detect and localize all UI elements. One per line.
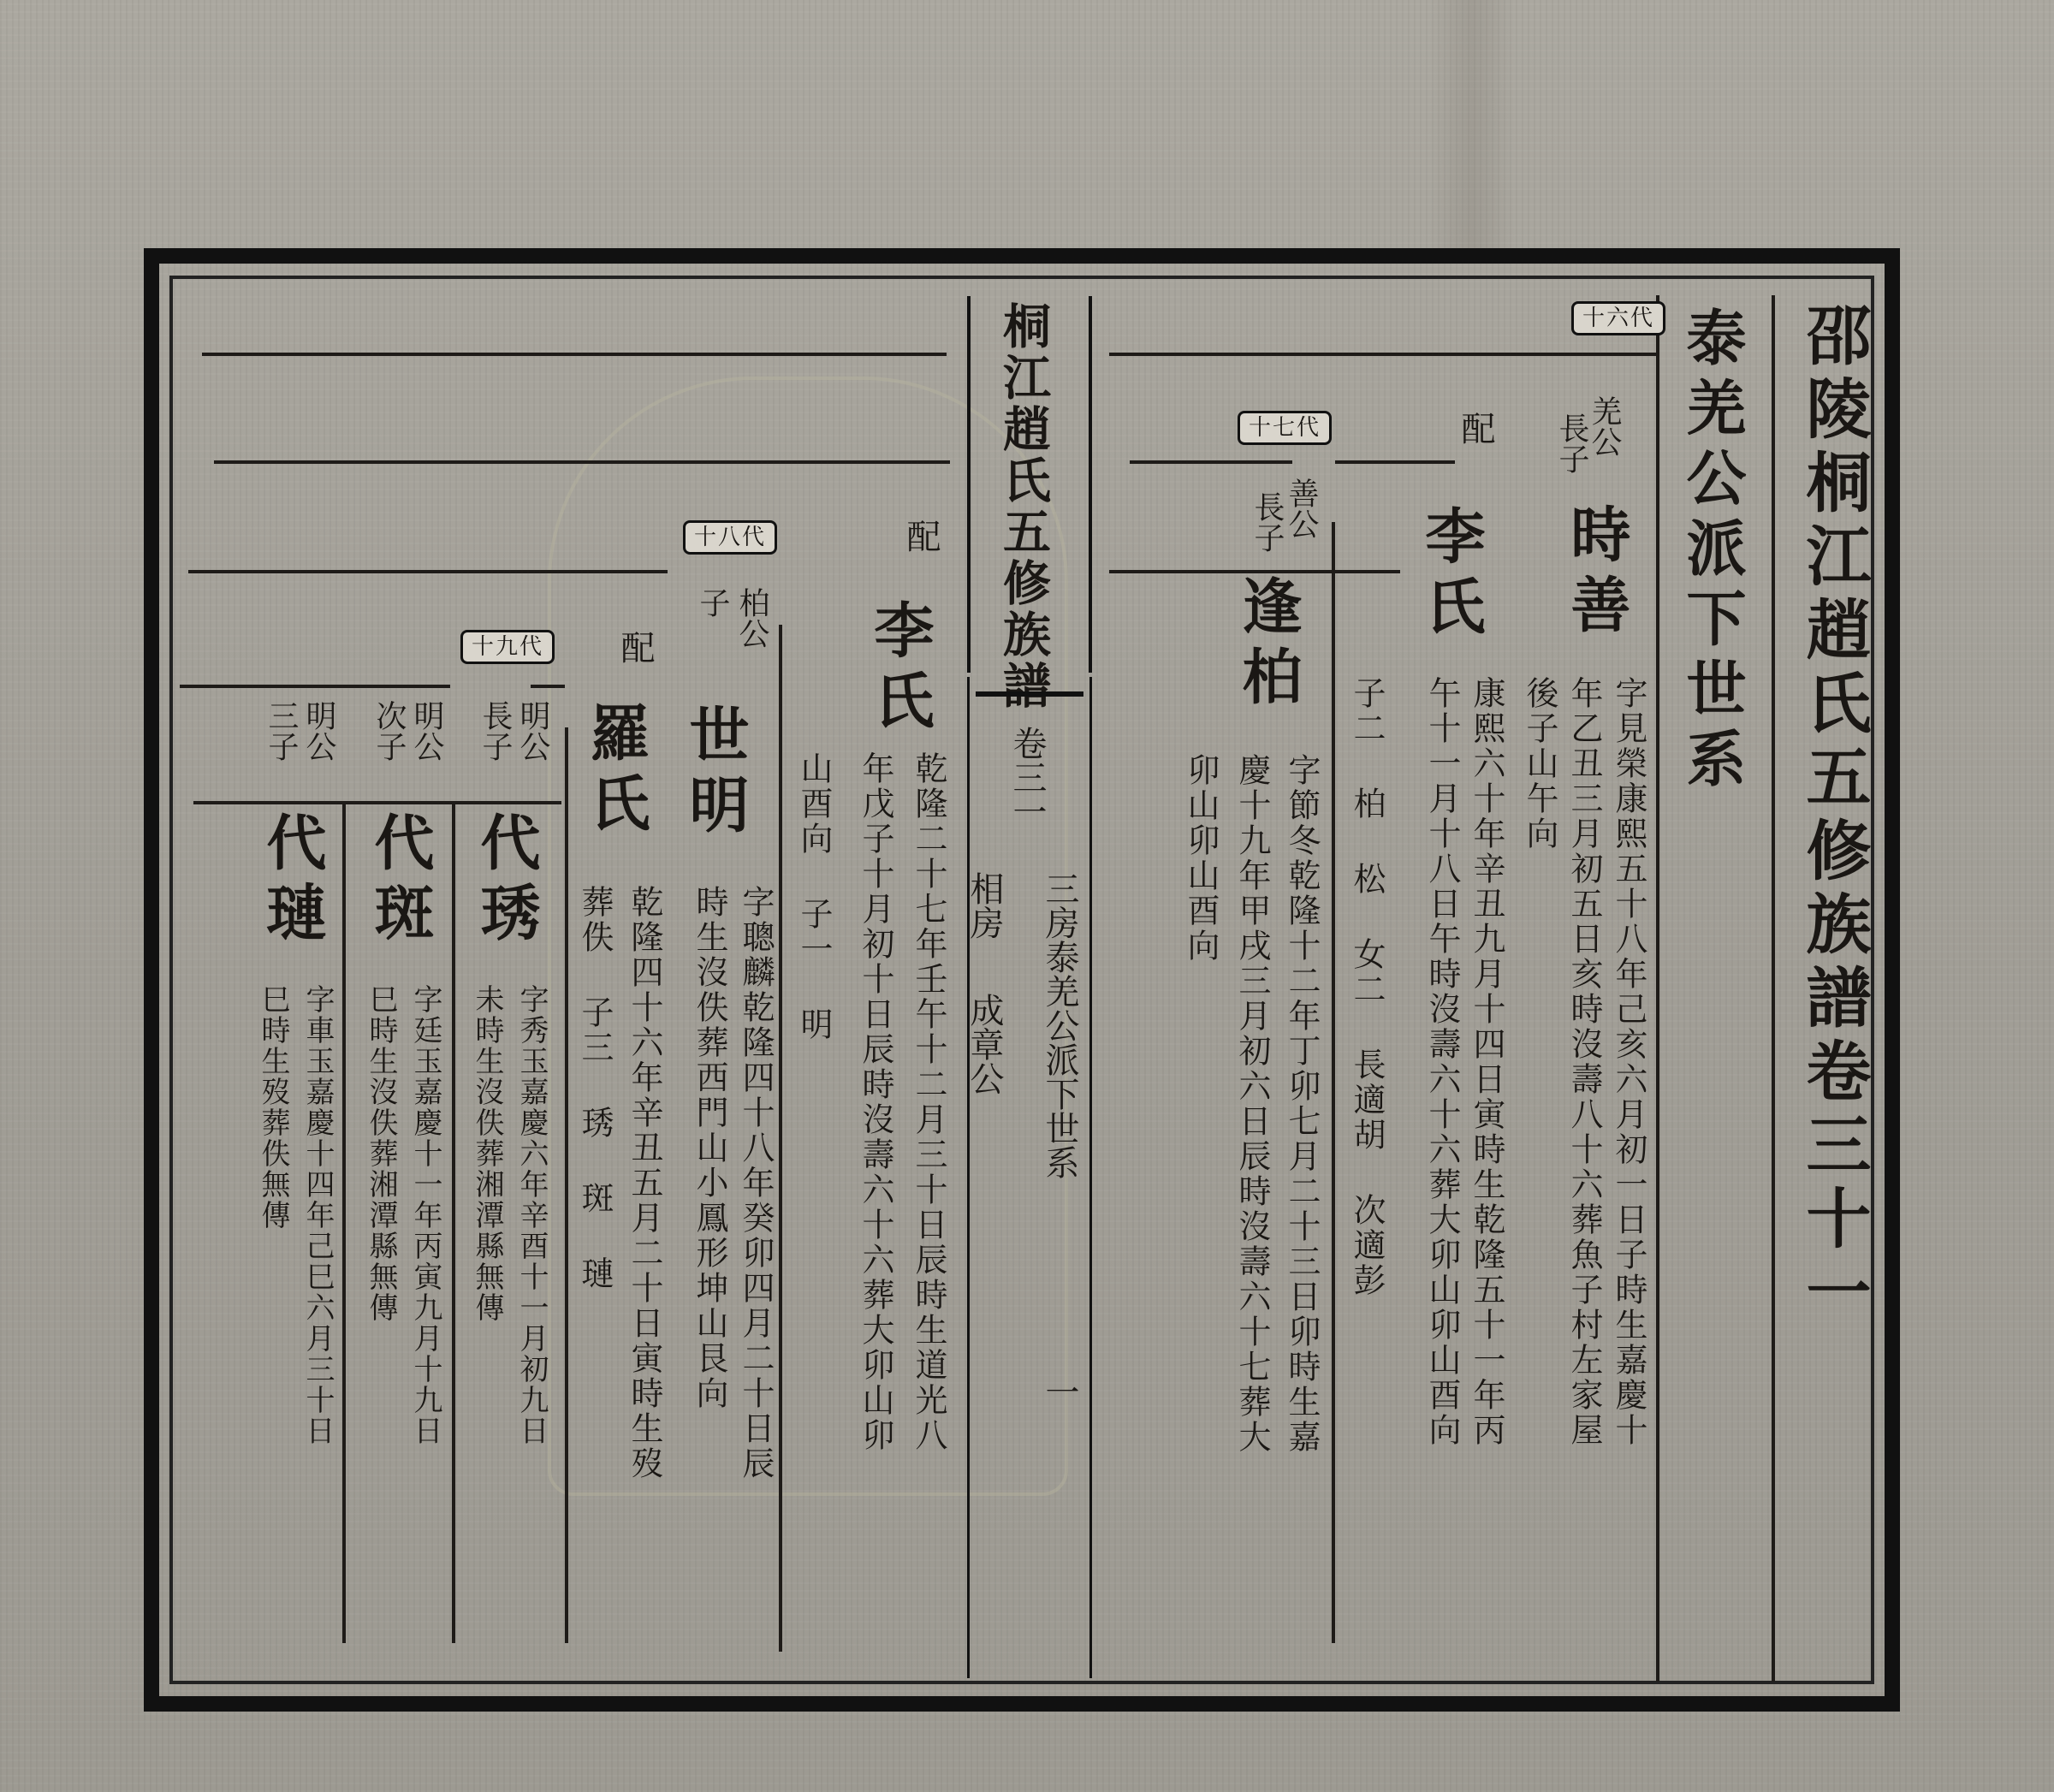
biography-line: 乾隆四十六年辛丑五月二十日寅時生歿 [626,885,663,1481]
biography-line: 年乙丑三月初五日亥時沒壽八十六葬魚子村左家屋 [1565,676,1603,1448]
tree-rule [1335,460,1455,464]
tree-rule [202,353,947,356]
tree-connector [565,727,568,1643]
subtitle-divider [1656,295,1659,1682]
biography-line: 年戊子十月初十日辰時沒壽六十六葬大卯山卯 [857,751,894,1453]
tree-rule [193,801,561,804]
biography-line: 字聰麟乾隆四十八年癸卯四月二十日辰 [737,885,775,1481]
tree-rule [188,570,668,573]
person-name: 李氏 [1416,505,1487,645]
biography-line: 巳時生沒佚葬湘潭縣無傳 [364,984,398,1323]
tree-rule [531,685,565,688]
title-divider [1772,295,1775,1682]
person-name: 世明 [680,703,751,844]
biography-line: 字廷玉嘉慶十一年丙寅九月十九日 [408,984,442,1446]
tree-connector [779,625,782,1652]
tree-rule [1130,460,1292,464]
tree-rule [1109,353,1657,356]
gen-tag-19: 十九代 [460,630,555,664]
gen-tag-18: 十八代 [683,520,777,555]
tree-connector [1332,522,1335,1643]
person-name: 逢柏 [1232,575,1303,715]
parent-note: 明公 [301,700,336,762]
person-name: 時善 [1561,503,1632,644]
center-lineage: 三房泰羌公派下世系 [1040,871,1079,1179]
center-page-number: 一 [1040,1374,1079,1409]
biography-line: 字車玉嘉慶十四年己巳六月三十日 [300,984,335,1446]
biography-line: 巳時生歿葬佚無傳 [256,984,290,1231]
biography-line: 字見榮康熙五十八年己亥六月初一日子時生嘉慶十 [1610,676,1647,1448]
parent-note: 柏公 [734,587,769,649]
tree-rule [214,460,950,464]
parent-note: 子 [695,587,730,618]
biography-line: 字秀玉嘉慶六年辛酉十一月初九日 [514,984,549,1446]
fish-tail-mark [976,691,1083,709]
parent-note: 明公 [515,700,550,762]
biography-line: 後子山午向 [1521,676,1558,851]
biography-line: 乾隆二十七年壬午十二月三十日辰時生道光八 [910,751,947,1453]
person-name: 羅氏 [580,702,651,842]
biography-line: 時生沒佚葬西門山小鳳形坤山艮向 [691,885,728,1411]
tree-connector [342,804,346,1643]
biography-line: 午十一月十八日午時沒壽六十六葬大卯山卯山酉向 [1423,676,1461,1448]
gen-tag-16: 十六代 [1571,301,1665,335]
spouse-label: 配 [1456,411,1495,445]
tree-rule [1109,570,1400,573]
parent-note: 長子 [1250,491,1285,553]
center-ancestor: 成章公 [965,993,1004,1095]
volume-title: 邵陵桐江趙氏五修族譜卷三十一 [1796,301,1872,1332]
tree-connector [452,804,455,1643]
parent-note: 次子 [371,700,407,762]
person-name: 代斑 [365,811,436,952]
biography-line: 慶十九年甲戌三月初六日辰時沒壽六十七葬大 [1233,753,1271,1455]
parent-note: 明公 [409,700,444,762]
biography-line: 卯山卯山酉向 [1182,753,1220,964]
gen-tag-17: 十七代 [1238,411,1332,445]
spouse-label: 配 [901,519,941,553]
parent-note: 長子 [1554,412,1589,474]
person-name: 李氏 [864,599,935,739]
biography-line: 山酉向 子一 明 [795,751,833,1042]
paper-fold [1429,0,1515,248]
person-name: 代璉 [257,811,328,952]
lineage-subtitle: 泰羌公派下世系 [1677,306,1748,798]
biography-line: 子二 柏 松 女二 長適胡 次適彭 [1348,676,1386,1298]
parent-note: 長子 [478,700,513,762]
tree-rule [180,685,450,688]
person-name: 代琇 [471,811,542,952]
center-book-title: 桐江趙氏五修族譜 [995,301,1052,712]
biography-line: 康熙六十年辛丑九月十四日寅時生乾隆五十一年丙 [1468,676,1505,1448]
parent-note: 三子 [264,700,299,762]
spouse-label: 配 [615,630,655,664]
center-branch: 相房 [965,871,1004,940]
parent-note: 羌公 [1587,395,1622,457]
biography-line: 葬佚 子三 琇 斑 璉 [576,885,614,1291]
biography-line: 未時生沒佚葬湘潭縣無傳 [470,984,504,1323]
biography-line: 字節冬乾隆十二年丁卯七月二十三日卯時生嘉 [1283,753,1321,1455]
center-volume: 卷三一 [1007,726,1047,828]
parent-note: 善公 [1284,478,1319,539]
